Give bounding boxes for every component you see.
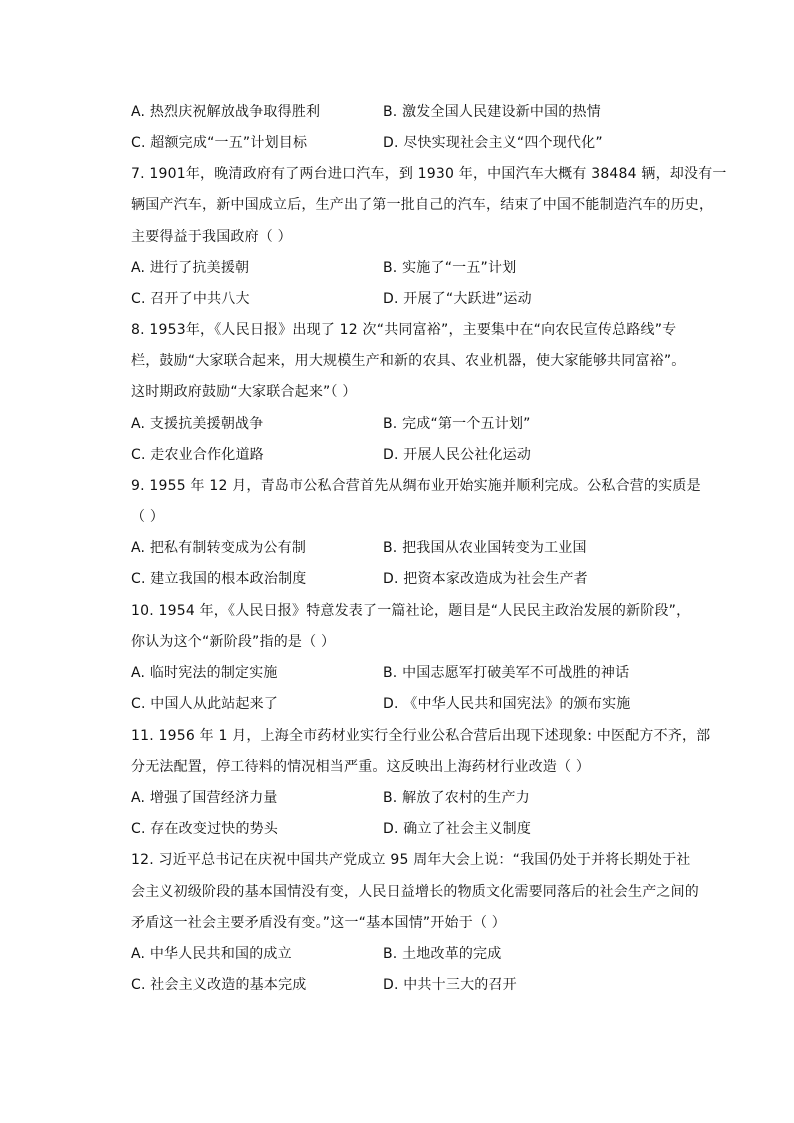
- q11-stem-line2: 分无法配置，停工待料的情况相当严重。这反映出上海药材行业改造（ ）: [131, 759, 591, 775]
- q10-stem-line2: 你认为这个“新阶段”指的是（ ）: [131, 634, 336, 650]
- q9-stem-line1: 9. 1955 年 12 月，青岛市公私合营首先从绸布业开始实施并顺利完成。公私合营的实质是: [131, 478, 701, 494]
- q8-stem-line2: 栏，鼓励“大家联合起来，用大规模生产和新的农具、农业机器，使大家能够共同富裕”。: [131, 353, 686, 369]
- q9-stem-line2: （ ）: [131, 509, 165, 525]
- q9-option-d: D. 把资本家改造成为社会生产者: [383, 571, 588, 587]
- q6-option-c: C. 超额完成“一五”计划目标: [131, 135, 308, 151]
- q8-option-b: B. 完成“第一个五计划”: [383, 416, 531, 432]
- q8-option-a: A. 支援抗美援朝战争: [131, 416, 264, 432]
- q8-option-d: D. 开展人民公社化运动: [383, 447, 532, 463]
- q11-option-a: A. 增强了国营经济力量: [131, 790, 278, 806]
- q8-option-c: C. 走农业合作化道路: [131, 447, 264, 463]
- q7-stem-line3: 主要得益于我国政府（ ）: [131, 229, 292, 245]
- q10-option-d: D. 《中华人民共和国宪法》的颁布实施: [383, 696, 631, 712]
- q9-option-a: A. 把私有制转变成为公有制: [131, 540, 307, 556]
- q8-stem-line1: 8. 1953年，《人民日报》出现了 12 次“共同富裕”，主要集中在“向农民宣传总路线”专: [131, 322, 677, 338]
- q7-option-b: B. 实施了“一五”计划: [383, 260, 517, 276]
- q10-option-b: B. 中国志愿军打破美军不可战胜的神话: [383, 665, 630, 681]
- q10-stem-line1: 10. 1954 年，《人民日报》特意发表了一篇社论，题目是“人民民主政治发展的新阶段”，: [131, 603, 691, 619]
- q7-stem-line1: 7. 1901年，晚清政府有了两台进口汽车，到 1930 年，中国汽车大概有 38484 辆，却没有一: [131, 166, 727, 182]
- q11-option-c: C. 存在改变过快的势头: [131, 821, 279, 837]
- q7-option-a: A. 进行了抗美援朝: [131, 260, 250, 276]
- q6-option-d: D. 尽快实现社会主义“四个现代化”: [383, 135, 603, 151]
- q9-option-b: B. 把我国从农业国转变为工业国: [383, 540, 587, 556]
- q10-option-c: C. 中国人从此站起来了: [131, 696, 279, 712]
- q9-option-c: C. 建立我国的根本政治制度: [131, 571, 307, 587]
- q6-option-a: A. 热烈庆祝解放战争取得胜利: [131, 104, 321, 120]
- q12-option-c: C. 社会主义改造的基本完成: [131, 977, 307, 993]
- q7-stem-line2: 辆国产汽车，新中国成立后，生产出了第一批自己的汽车，结束了中国不能制造汽车的历史，: [131, 197, 714, 213]
- q12-stem-line2: 会主义初级阶段的基本国情没有变，人民日益增长的物质文化需要同落后的社会生产之间的: [131, 884, 699, 900]
- q11-option-d: D. 确立了社会主义制度: [383, 821, 532, 837]
- q8-stem-line3: 这时期政府鼓励“大家联合起来”（ ）: [131, 384, 357, 400]
- q7-option-c: C. 召开了中共八大: [131, 291, 250, 307]
- q7-option-d: D. 开展了“大跃进”运动: [383, 291, 532, 307]
- q11-stem-line1: 11. 1956 年 1 月，上海全市药材业实行全行业公私合营后出现下述现象: 中医配方不齐，部: [131, 728, 711, 744]
- q10-option-a: A. 临时宪法的制定实施: [131, 665, 278, 681]
- q6-option-b: B. 激发全国人民建设新中国的热情: [383, 104, 601, 120]
- q12-option-d: D. 中共十三大的召开: [383, 977, 517, 993]
- q12-stem-line1: 12. 习近平总书记在庆祝中国共产党成立 95 周年大会上说：“我国仍处于并将长期处于社: [131, 852, 691, 868]
- q12-option-b: B. 土地改革的完成: [383, 946, 502, 962]
- q12-option-a: A. 中华人民共和国的成立: [131, 946, 292, 962]
- q11-option-b: B. 解放了农村的生产力: [383, 790, 530, 806]
- q12-stem-line3: 矛盾这一社会主要矛盾没有变。”这一“基本国情”开始于（ ）: [131, 915, 507, 931]
